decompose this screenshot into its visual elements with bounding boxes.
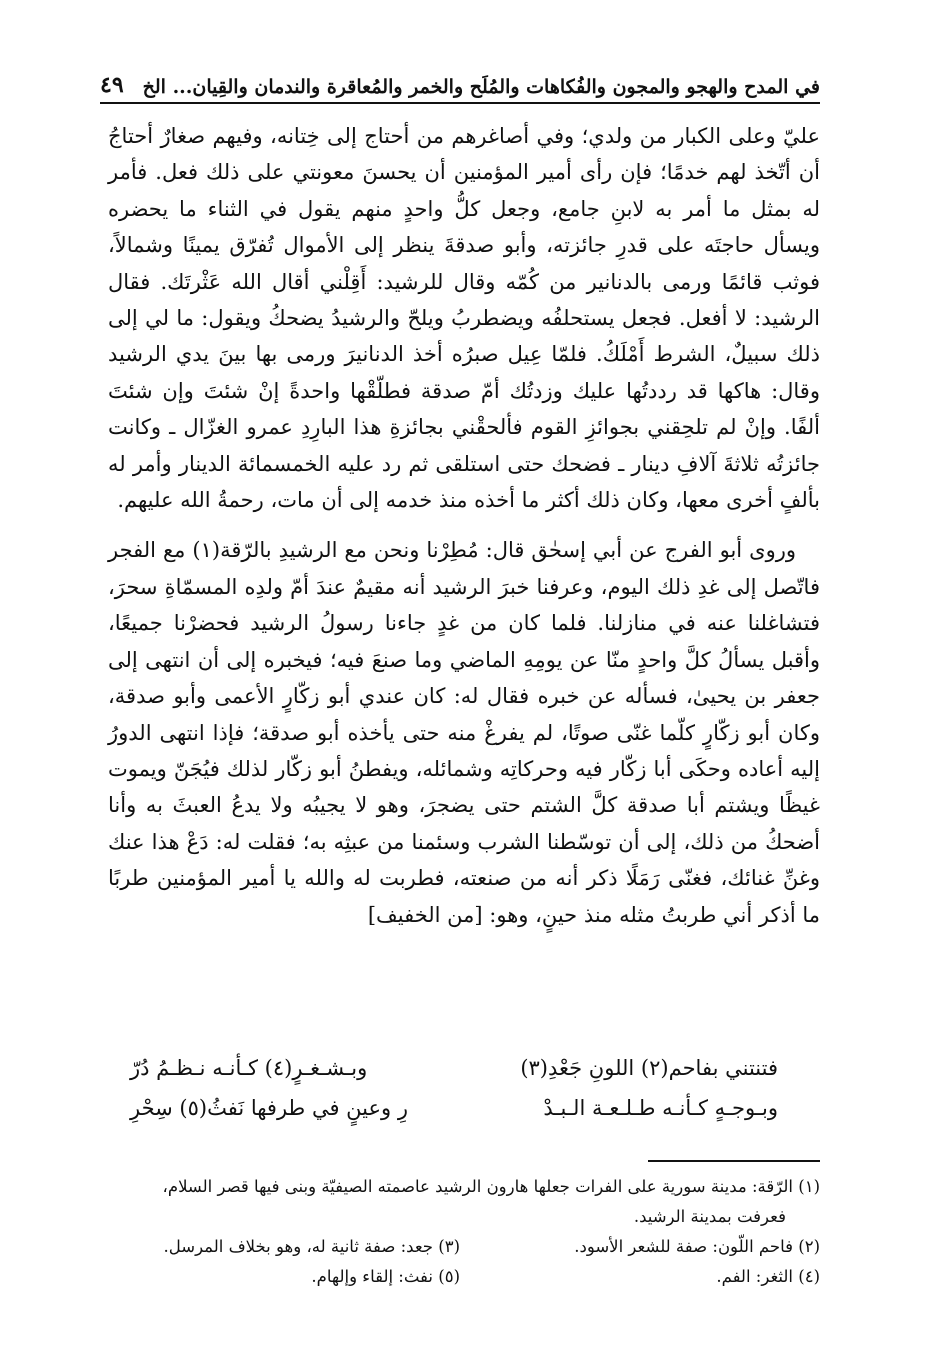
verse-second-hemistich: وبـشـغـرٍ(٤) كـأنـه نـظـمُ دُرّ: [130, 1056, 368, 1080]
running-header: [100, 60, 820, 98]
verse-line: [130, 1088, 778, 1128]
footnotes: [100, 1172, 820, 1292]
main-text: [108, 118, 820, 933]
footnote-1-continuation: فعرفت بمدينة الرشيد.: [633, 1207, 786, 1226]
poem-verses: [130, 1048, 778, 1128]
footnote-5: (٥) نفث: إلقاء وإلهام.: [311, 1267, 460, 1286]
verse-second-hemistich: رِ وعينٍ في طرفها نَفثُ(٥) سِحْرِ: [130, 1096, 408, 1120]
footnote-1: (١) الرّقة: مدينة سورية على الفرات جعلها هارون الرشيد عاصمته الصيفيّة وبنى فيها قصر السلام،: [162, 1177, 820, 1196]
verse-line: [130, 1048, 778, 1088]
verse-first-hemistich: فتنتني بفاحم(٢) اللونِ جَعْدِ(٣): [520, 1056, 778, 1080]
paragraph-1: عليّ وعلى الكبار من ولدي؛ وفي أصاغرهم من أحتاج إلى خِتانه، وفيهم صغارٌ أحتاجُ أن أتّخذ لهم خدمًا؛ فإن رأى أمير المؤمنين أن يحسنَ معونتي على ذلك فعل. فأمر له بمثل ما أمر به لابنِ جامع، وجعل كلُّ واحدٍ منهم يقول في الثناء ما يحضره ويسأل حاجتَه على قدرِ جائزته، وأبو صدقةَ ينظر إلى الأموال تُفرّق يمينًا وشمالاً، فوثب قائمًا ورمى بالدنانير من كُمّه وقال للرشيد: أَقِلْني أقال الله عَثْرتَك. فقال الرشيد: لا أفعل. فجعل يستحلفُه ويضطربُ ويلحّ والرشيدُ يضحكُ ويقول: ما لي إلى ذلك سبيلٌ، الشرط أَمْلَكُ. فلمّا عِيل صبرُه أخذ الدنانيرَ ورمى بها بينَ يدي الرشيد وقال: هاكها قد رددتُها عليك وزدتُك أمّ صدقة فطلّقْها واحدةً إنْ شئتَ وإن شئتَ ألفًا. وإنْ لم تلحِقني بجوائزِ القوم فألحقْني بجائزةِ هذا البارِدِ عمرو الغزّال ـ وكانت جائزتُه ثلاثةَ آلافِ دينار ـ فضحك حتى استلقى ثم رد عليه الخمسمائة الدينار وأمر له بألفٍ أخرى معها، وكان ذلك أكثر ما أخذه منذ خدمه إلى أن مات، رحمةُ الله عليهم.: [108, 124, 820, 513]
footnote-row: [100, 1262, 820, 1292]
footnote-row: [100, 1232, 820, 1262]
footnote-4: (٤) الثغر: الفم.: [716, 1267, 820, 1286]
paragraph-2: وروى أبو الفرج عن أبي إسحٰق قال: مُطِرْنا ونحن مع الرشيدِ بالرّقة(١) مع الفجر فاتّصل إلى غدِ ذلك اليوم، وعرفنا خبرَ الرشيد أنه مقيمٌ عندَ أمّ ولدِه المسمّاةِ سحرَ، فتشاغلنا عنه في منازلنا. فلما كان من غدٍ جاءنا رسولُ الرشيد فحضرْنا جميعًا، وأقبل يسألُ كلَّ واحدٍ منّا عن يومِهِ الماضي وما صنعَ فيه؛ فيخبره إلى أن انتهى إلى جعفر بن يحيىٰ، فسأله عن خبره فقال له: كان عندي أبو زكّارٍ الأعمى وأبو صدقة، وكان أبو زكّارٍ كلّما غنّى صوتًا، لم يفرغْ منه حتى يأخذه أبو صدقة؛ فإذا انتهى الدورُ إليه أعاده وحكَى أبا زكّار فيه وحركاتِه وشمائله، ويفطنُ أبو زكّار لذلك فيُجَنّ ويموت غيظًا ويشتم أبا صدقة كلَّ الشتم حتى يضجرَ، وهو لا يجيبُه ولا يدعُ العبثَ به وأنا أضحكُ من ذلك، إلى أن توسّطنا الشرب وسئمنا من عبثِه به؛ فقلت له: دَعْ هذا عنك وغنِّ غنائك، فغنّى رَمَلًا ذكر أنه من صنعته، فطربت له والله يا أمير المؤمنين طربًا ما أذكر أني طربتُ مثله منذ حينٍ، وهو: [من الخفيف]: [108, 538, 820, 927]
running-header-title: في المدح والهجو والمجون والفُكاهات والمُلَح والخمر والمُعاقرة والندمان والقِيان... الخ: [142, 76, 820, 98]
header-rule: [100, 102, 820, 104]
footnote-3: (٣) جعد: صفة ثانية له، وهو بخلاف المرسل.: [163, 1237, 460, 1256]
footnote-rule: [648, 1160, 820, 1162]
page-number: ٤٩: [100, 72, 124, 98]
verse-first-hemistich: وبـوجـهٍ كـأنـه طـلـعـة الـبـدْ: [543, 1096, 778, 1120]
footnote-2: (٢) فاحم اللّون: صفة للشعر الأسود.: [574, 1237, 820, 1256]
